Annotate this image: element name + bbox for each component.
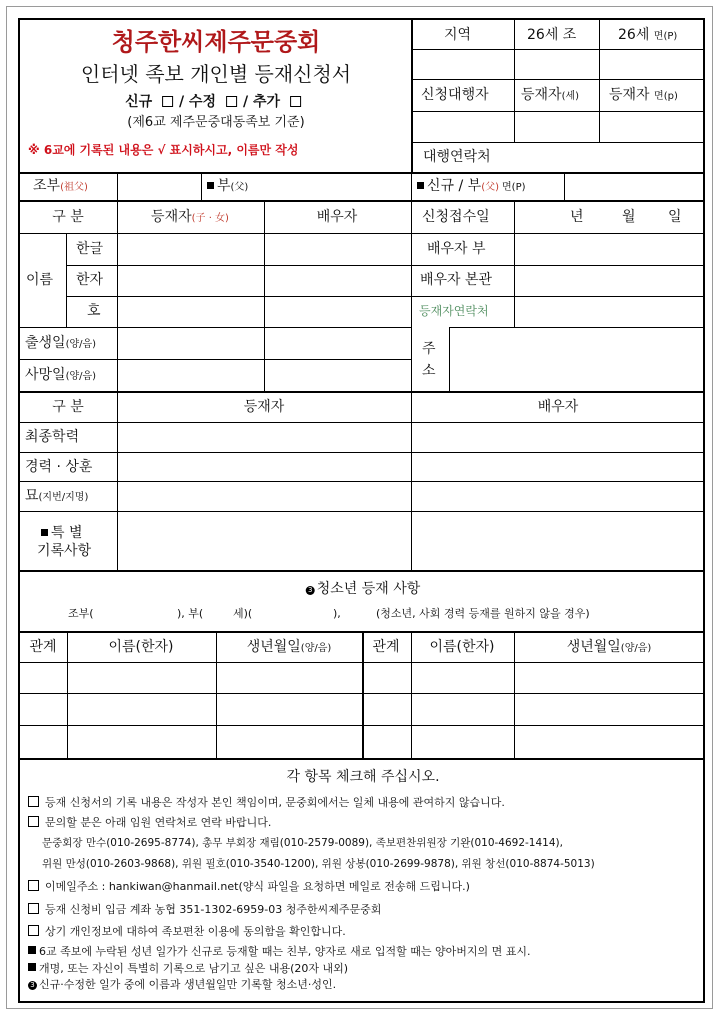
received-date-label: 신청접수일 <box>422 209 490 225</box>
registrant-page-label: 등재자 면(p) <box>609 87 678 103</box>
career-spouse-header: 배우자 <box>537 399 579 415</box>
type-edit-checkbox[interactable] <box>226 96 237 107</box>
check-item-email: 이메일주소 : hankiwan@hanmail.net(양식 파일을 요청하면 메일로 전송해 드립니다.) <box>28 880 470 892</box>
received-month-label: 월 <box>622 209 636 225</box>
career-category-header: 구 분 <box>52 399 84 415</box>
agent-label: 신청대행자 <box>421 87 489 103</box>
youth-birth-header-left: 생년월일(양/음) <box>246 639 332 655</box>
father-label: 부(父) <box>207 179 248 193</box>
check-item-privacy: 상기 개인정보에 대하여 족보편찬 이용에 동의함을 확인합니다. <box>28 925 346 937</box>
check-account-checkbox[interactable] <box>28 903 39 914</box>
checklist-title: 각 항목 체크해 주십시오. <box>286 769 440 785</box>
society-name: 청주한씨제주문중회 <box>111 27 321 56</box>
check-inquiry-checkbox[interactable] <box>28 816 39 827</box>
youth-grandfather-label: 조부( <box>68 607 94 620</box>
personal-category-header: 구 분 <box>52 209 84 225</box>
check-item-inquiry: 문의할 분은 아래 임원 연락처로 연락 바랍니다. <box>28 816 271 828</box>
youth-father-label: ), 부( <box>177 607 204 620</box>
new-father-label: 신규 / 부(父) 면(P) <box>417 179 526 193</box>
type-add-checkbox[interactable] <box>290 96 301 107</box>
agent-contact-label: 대행연락처 <box>423 149 491 165</box>
edition-basis: (제6교 제주문중대동족보 기준) <box>127 115 305 130</box>
youth-name-header-right: 이름(한자) <box>429 639 495 655</box>
special-record-label-1: 특 별 <box>41 526 83 540</box>
name-label: 이름 <box>26 272 54 288</box>
grandfather-label: 조부(祖父) <box>33 178 88 194</box>
registrant-contact-label: 등재자연락처 <box>419 304 489 318</box>
received-day-label: 일 <box>668 209 682 225</box>
youth-note: (청소년, 사회 경력 등재를 원하지 않을 경우) <box>376 607 590 620</box>
received-year-label: 년 <box>570 209 584 225</box>
note-new-registration: 6교 족보에 누락된 성년 일가가 신규로 등재할 때는 친부, 양자로 새로 입적할 때는 양아버지의 면 표시. <box>28 946 530 957</box>
request-type-row: 신규 / 수정 / 추가 <box>125 95 307 109</box>
instruction-notice: ※ 6교에 기록된 내용은 √ 표시하시고, 이름만 작성 <box>28 143 299 157</box>
check-item-account: 등재 신청비 입금 계좌 농협 351-1302-6959-03 청주한씨제주문중회 <box>28 903 381 915</box>
grave-label: 묘(지번/지명) <box>25 488 89 504</box>
special-record-label-2: 기록사항 <box>37 543 92 559</box>
contacts-line-1: 문중회장 만수(010-2695-8774), 총무 부회장 재림(010-2579-0089), 족보편찬위원장 기완(010-4692-1414), <box>42 837 563 849</box>
application-form <box>18 18 705 1003</box>
education-label: 최종학력 <box>25 429 80 445</box>
hanja-label: 한자 <box>76 272 104 288</box>
gen26-page-label: 26세 면(P) <box>618 27 678 43</box>
youth-name-header-left: 이름(한자) <box>108 639 174 655</box>
address-label: 주소 <box>422 341 436 379</box>
youth-relation-header-left: 관계 <box>29 639 57 655</box>
ho-label: 호 <box>87 303 101 319</box>
spouse-clan-label: 배우자 본관 <box>420 272 493 288</box>
type-edit-label: 수정 <box>189 94 217 110</box>
career-awards-label: 경력 · 상훈 <box>25 459 93 475</box>
registrant-header: 등재자(子 · 女) <box>151 209 229 225</box>
death-label: 사망일(양/음) <box>25 367 97 383</box>
check-responsibility-checkbox[interactable] <box>28 796 39 807</box>
spouse-header: 배우자 <box>316 209 358 225</box>
youth-section-title: 3 청소년 등재 사항 <box>306 582 421 596</box>
youth-gen-label: 세)( <box>233 607 253 620</box>
career-registrant-header: 등재자 <box>243 399 285 415</box>
region-label: 지역 <box>444 27 472 43</box>
youth-close-label: ), <box>333 607 341 620</box>
check-email-checkbox[interactable] <box>28 880 39 891</box>
contacts-line-2: 위원 만성(010-2603-9868), 위원 필호(010-3540-1200), 위원 상봉(010-2699-9878), 위원 창선(010-8874-5013) <box>42 858 595 870</box>
youth-relation-header-right: 관계 <box>372 639 400 655</box>
registrant-gen-label: 등재자(세) <box>521 87 580 103</box>
type-new-checkbox[interactable] <box>162 96 173 107</box>
birth-label: 출생일(양/음) <box>25 335 97 351</box>
form-title: 인터넷 족보 개인별 등재신청서 <box>80 62 352 86</box>
type-new-label: 신규 <box>125 94 153 110</box>
note-youth: 3 신규·수정한 일가 중에 이름과 생년월일만 기록할 청소년·성인. <box>28 979 336 990</box>
type-add-label: 추가 <box>252 94 281 110</box>
gen26-jo-label: 26세 조 <box>527 27 577 43</box>
hangul-label: 한글 <box>76 241 104 257</box>
note-special-record: 개명, 또는 자신이 특별히 기록으로 남기고 싶은 내용(20자 내외) <box>28 963 348 974</box>
spouse-father-label: 배우자 부 <box>427 241 486 257</box>
check-item-responsibility: 등재 신청서의 기록 내용은 작성자 본인 책임이며, 문중회에서는 일체 내용에 관여하지 않습니다. <box>28 796 505 808</box>
youth-birth-header-right: 생년월일(양/음) <box>566 639 652 655</box>
check-privacy-checkbox[interactable] <box>28 925 39 936</box>
